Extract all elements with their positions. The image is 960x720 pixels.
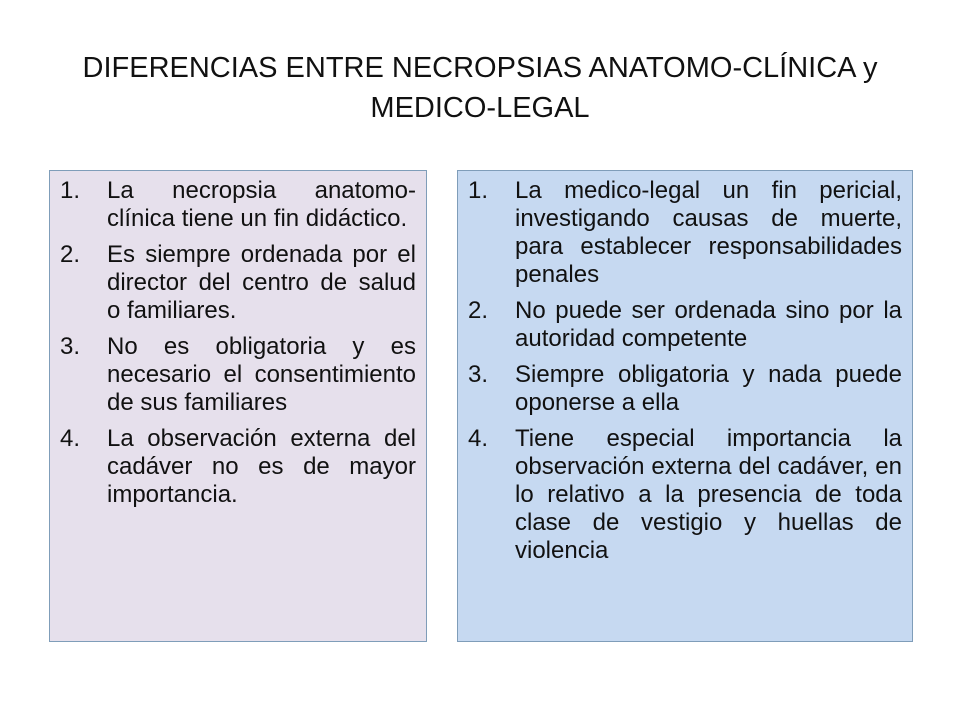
- item-text: Es siempre ordenada por el director del centro de salud o familiares.: [107, 241, 416, 324]
- list-item: [60, 333, 416, 417]
- item-number: 1.: [60, 177, 81, 204]
- slide-title: DIFERENCIAS ENTRE NECROPSIAS ANATOMO-CLÍNICA y MEDICO-LEGAL: [82, 52, 878, 124]
- list-item: [60, 425, 416, 509]
- item-text: La medico-legal un fin pericial, investigando causas de muerte, para establecer responsabilidades penales: [515, 177, 902, 288]
- item-text: No es obligatoria y es necesario el consentimiento de sus familiares: [107, 333, 416, 416]
- anatomo-clinica-panel: [49, 170, 427, 642]
- item-text: Tiene especial importancia la observación externa del cadáver, en lo relativo a la presencia de toda clase de vestigio y huellas de violencia: [515, 425, 902, 564]
- item-number: 4.: [60, 425, 81, 452]
- list-item: [60, 177, 416, 233]
- item-number: 2.: [468, 297, 489, 324]
- list-item: [468, 361, 902, 417]
- item-number: 1.: [468, 177, 489, 204]
- item-text: No puede ser ordenada sino por la autoridad competente: [515, 297, 902, 352]
- medico-legal-panel: [457, 170, 913, 642]
- item-number: 3.: [60, 333, 81, 360]
- list-item: [468, 425, 902, 565]
- item-text: La necropsia anatomo-clínica tiene un fin didáctico.: [107, 177, 416, 232]
- anatomo-clinica-list: [60, 177, 416, 509]
- item-number: 4.: [468, 425, 489, 452]
- item-text: La observación externa del cadáver no es de mayor importancia.: [107, 425, 416, 508]
- list-item: [468, 297, 902, 353]
- medico-legal-list: [468, 177, 902, 565]
- item-number: 2.: [60, 241, 81, 268]
- item-text: Siempre obligatoria y nada puede oponerse a ella: [515, 361, 902, 416]
- item-number: 3.: [468, 361, 489, 388]
- list-item: [60, 241, 416, 325]
- list-item: [468, 177, 902, 289]
